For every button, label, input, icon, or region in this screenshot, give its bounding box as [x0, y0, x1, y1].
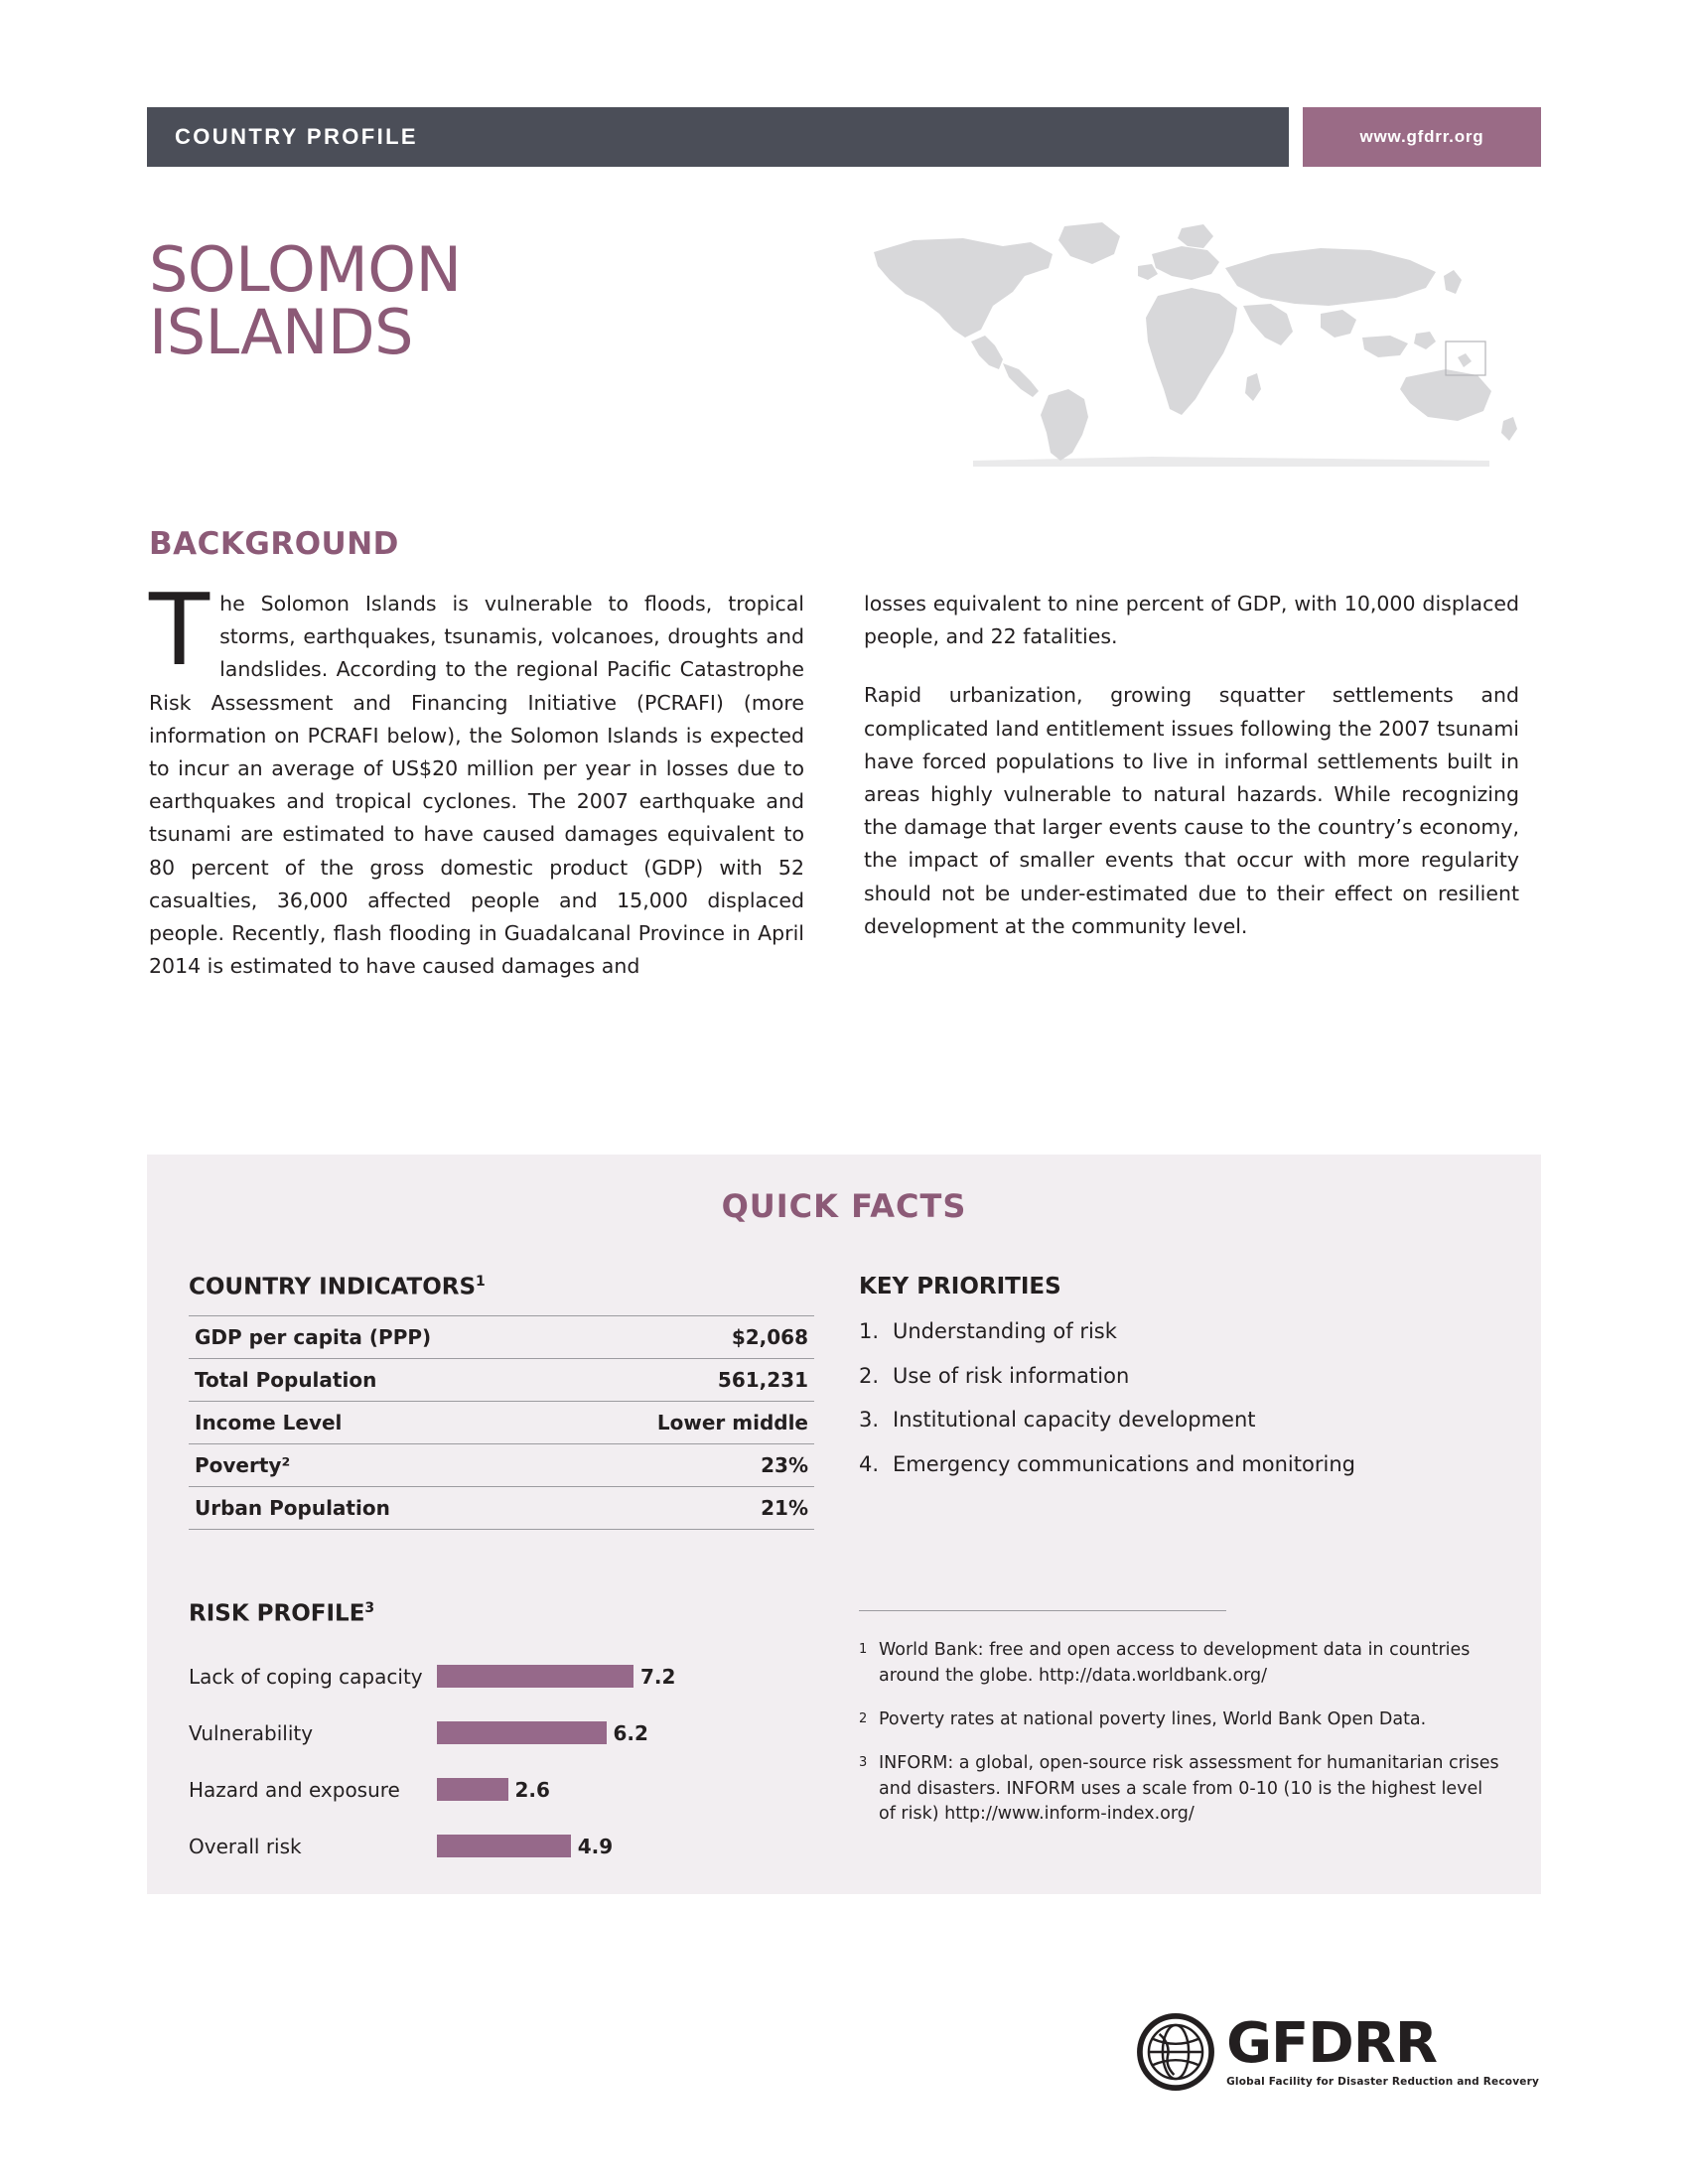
risk-bar-row [189, 1705, 824, 1761]
priority-text: Understanding of risk [893, 1319, 1117, 1343]
world-map-svg [854, 210, 1539, 469]
indicator-label: GDP per capita (PPP) [189, 1316, 566, 1359]
risk-bar-value: 7.2 [640, 1664, 676, 1689]
header-title-block [147, 107, 1289, 167]
world-map-graphic [854, 210, 1539, 469]
risk-profile-heading-text: RISK PROFILE [189, 1600, 365, 1627]
risk-bar-label: Hazard and exposure [189, 1777, 400, 1802]
footnote-divider [859, 1610, 1226, 1611]
list-item [859, 1448, 1475, 1481]
footnote-marker: 3 [859, 1754, 868, 1770]
page-title [149, 233, 784, 369]
website-url: www.gfdrr.org [1359, 127, 1484, 146]
table-row [189, 1444, 814, 1487]
website-badge[interactable] [1303, 107, 1541, 167]
indicator-value: $2,068 [566, 1316, 814, 1359]
priority-number: 2. [859, 1363, 880, 1388]
indicator-label: Poverty² [189, 1444, 566, 1487]
quick-facts-title: QUICK FACTS [721, 1187, 967, 1225]
background-section-heading: BACKGROUND [149, 526, 399, 562]
background-column-left [149, 572, 804, 1009]
logo-text-block [1226, 2011, 1539, 2088]
risk-profile-bar-chart [189, 1648, 824, 1874]
priority-text: Institutional capacity development [893, 1408, 1256, 1433]
map-landmasses [874, 222, 1517, 467]
risk-bar-fill [437, 1665, 633, 1688]
logo-tagline: Global Facility for Disaster Reduction and Recovery [1226, 2076, 1539, 2088]
risk-bar-track [437, 1721, 824, 1745]
indicator-value: 21% [566, 1487, 814, 1530]
priority-text: Use of risk information [893, 1363, 1130, 1388]
indicator-label: Urban Population [189, 1487, 566, 1530]
key-priorities-list [859, 1315, 1475, 1492]
header-label: COUNTRY PROFILE [175, 124, 419, 149]
list-item [859, 1751, 1504, 1829]
drop-cap: T [149, 572, 211, 688]
list-item [859, 1360, 1475, 1393]
logo-name: GFDRR [1226, 2011, 1438, 2076]
indicator-label: Total Population [189, 1359, 566, 1402]
risk-bar-fill [437, 1721, 607, 1744]
country-indicators-heading [189, 1274, 486, 1300]
list-item [859, 1638, 1504, 1690]
footnotes-block [859, 1638, 1504, 1845]
list-item [859, 1404, 1475, 1436]
indicator-value: 561,231 [566, 1359, 814, 1402]
solomon-islands-marker [1458, 353, 1472, 367]
footnote-marker: 1 [859, 1642, 868, 1657]
priority-number: 3. [859, 1408, 880, 1433]
priority-text: Emergency communications and monitoring [893, 1451, 1355, 1476]
risk-bar-value: 2.6 [514, 1777, 550, 1802]
risk-bar-value: 6.2 [613, 1720, 648, 1745]
background-paragraph-1-text: he Solomon Islands is vulnerable to floods, tropical storms, earthquakes, tsunamis, volcanoes, droughts and landslides. According to the regional Pacific Catastrophe Risk Assessment and Financing Initiative (PCRAFI) (more information on PCRAFI below), the Solomon Islands is expected to incur an average of US$20 million per year in losses due to earthquakes and tropical cyclones. The 2007 earthquake and tsunami are estimated to have caused damages equivalent to 80 percent of the gross domestic product (GDP) with 52 casualties, 36,000 affected people and 15,000 displaced people. Recently, flash flooding in Guadalcanal Province in April 2014 is estimated to have caused damages and [149, 592, 804, 979]
risk-bar-row [189, 1648, 824, 1705]
risk-bar-row [189, 1818, 824, 1874]
country-indicators-heading-text: COUNTRY INDICATORS [189, 1274, 477, 1300]
risk-bar-track [437, 1778, 824, 1802]
table-row [189, 1359, 814, 1402]
risk-bar-label: Vulnerability [189, 1720, 314, 1745]
list-item [859, 1707, 1504, 1733]
risk-bar-track [437, 1665, 824, 1689]
risk-bar-fill [437, 1835, 571, 1857]
indicator-value: Lower middle [566, 1402, 814, 1444]
page-title-line-2: ISLANDS [149, 296, 413, 369]
table-row [189, 1402, 814, 1444]
risk-bar-fill [437, 1778, 508, 1801]
risk-profile-heading [189, 1600, 374, 1627]
table-row [189, 1316, 814, 1359]
indicator-value: 23% [566, 1444, 814, 1487]
gfdrr-logo [1135, 2011, 1539, 2093]
background-paragraph-1 [149, 572, 804, 983]
background-column-right [864, 588, 1519, 969]
footnote-text: INFORM: a global, open-source risk assessment for humanitarian crises and disasters. INFORM uses a scale from 0-10 (10 is the highest level of risk) http://www.inform-index.org/ [879, 1752, 1499, 1825]
key-priorities-heading: KEY PRIORITIES [859, 1274, 1061, 1299]
globe-icon [1135, 2011, 1216, 2093]
footnote-text: World Bank: free and open access to development data in countries around the globe. http://data.worldbank.org/ [879, 1640, 1471, 1686]
risk-bar-label: Lack of coping capacity [189, 1664, 423, 1689]
risk-bar-label: Overall risk [189, 1834, 302, 1858]
background-paragraph-3: Rapid urbanization, growing squatter settlements and complicated land entitlement issues following the 2007 tsunami have forced populations to live in informal settlements built in areas highly vulnerable to natural hazards. While recognizing the damage that larger events cause to the country’s economy, the impact of smaller events that occur with more regularity should not be under-estimated due to their effect on resilient development at the community level. [864, 683, 1519, 938]
risk-profile-heading-superscript: 3 [364, 1600, 375, 1616]
page-title-line-1: SOLOMON [149, 233, 462, 306]
header-bar [147, 107, 1541, 167]
list-item [859, 1315, 1475, 1348]
footnote-marker: 2 [859, 1710, 868, 1726]
risk-bar-row [189, 1761, 824, 1818]
indicator-label: Income Level [189, 1402, 566, 1444]
table-row [189, 1487, 814, 1530]
background-paragraph-2: losses equivalent to nine percent of GDP, with 10,000 displaced people, and 22 fatalities. [864, 592, 1519, 649]
priority-number: 4. [859, 1451, 880, 1476]
footnote-text: Poverty rates at national poverty lines, World Bank Open Data. [879, 1708, 1427, 1729]
country-indicators-table [189, 1315, 814, 1530]
country-indicators-heading-superscript: 1 [476, 1274, 486, 1290]
priority-number: 1. [859, 1319, 880, 1343]
risk-bar-value: 4.9 [577, 1834, 614, 1858]
risk-bar-track [437, 1835, 824, 1858]
